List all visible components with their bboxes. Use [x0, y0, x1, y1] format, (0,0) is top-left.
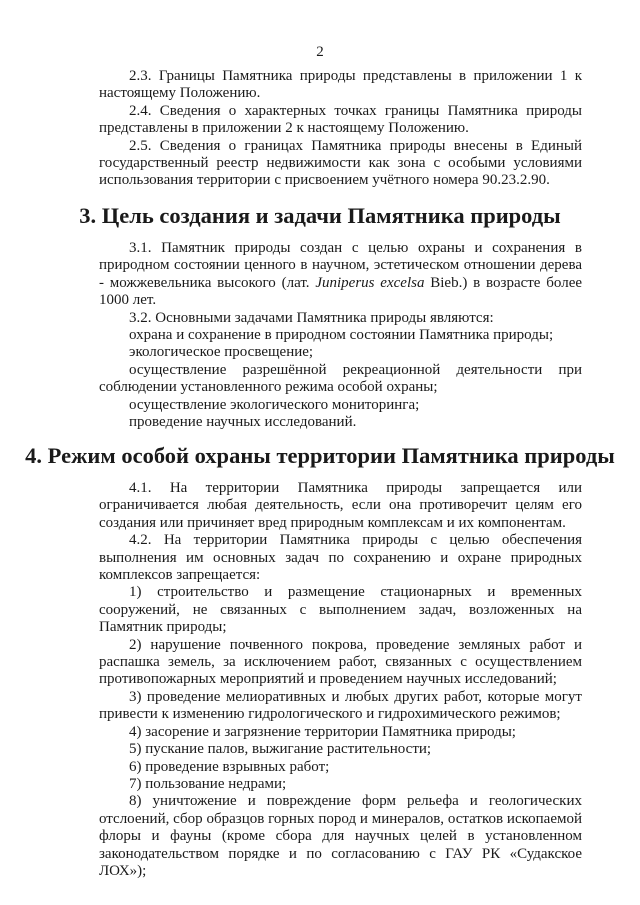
- task-item: осуществление экологического мониторинга;: [129, 396, 420, 413]
- prohibition-item-5: 5) пускание палов, выжигание растительности;: [129, 741, 432, 758]
- prohibition-item-8: 8) уничтожение и повреждение форм рельефа и геологических отслоений, сбор образцов горных пород и минералов, остатков ископаемой флоры и фауны (кроме сбора для научных целей в установленном законодательством порядке и по согласованию с ГАУ РК «Судакское ЛОХ»);: [99, 793, 582, 879]
- paragraph-3-2: 3.2. Основными задачами Памятника природы являются:: [129, 309, 494, 326]
- section-4-heading: 4. Режим особой охраны территории Памятника природы: [25, 443, 615, 468]
- paragraph-2-4: 2.4. Сведения о характерных точках границы Памятника природы представлены в приложении 2 к настоящему Положению.: [99, 102, 582, 137]
- task-item: проведение научных исследований.: [129, 414, 357, 431]
- section-3-heading: 3. Цель создания и задачи Памятника природы: [79, 203, 561, 228]
- page-number: 2: [316, 44, 324, 60]
- task-item: экологическое просвещение;: [129, 344, 314, 361]
- section-4-body: [99, 480, 582, 880]
- task-item: осуществление разрешённой рекреационной деятельности при соблюдении установленного режима особой охраны;: [99, 361, 582, 396]
- prohibition-item-2: 2) нарушение почвенного покрова, проведение земляных работ и распашка земель, за исключением работ, связанных с осуществлением противопожарных мероприятий и проведением научных исследований;: [99, 636, 582, 688]
- prohibition-item-4: 4) засорение и загрязнение территории Памятника природы;: [129, 723, 516, 740]
- prohibition-item-6: 6) проведение взрывных работ;: [129, 758, 330, 775]
- section-3-body: [99, 240, 582, 431]
- paragraph-3-1: [99, 240, 582, 310]
- paragraph-2-3: 2.3. Границы Памятника природы представлены в приложении 1 к настоящему Положению.: [99, 68, 582, 102]
- section-2-continuation: [99, 68, 582, 190]
- paragraph-3-1-text-start: 3.1. Памятник природы создан с целью охраны и сохранения в природном состоянии ценного в научном, эстетическом отношении дерева - можжевельника высокого (лат.: [99, 240, 582, 291]
- latin-species-name: Juniperus excelsa: [315, 274, 425, 291]
- paragraph-4-2: 4.2. На территории Памятника природы с целью обеспечения выполнения им основных задач по сохранению и охране природных комплексов запрещается:: [99, 532, 582, 584]
- prohibition-item-1: 1) строительство и размещение стационарных и временных сооружений, не связанных с выполнением задач, возложенных на Памятник природы;: [99, 584, 582, 636]
- paragraph-3-1-text-end: Bieb.) в возрасте более 1000 лет.: [99, 274, 583, 309]
- prohibition-item-3: 3) проведение мелиоративных и любых других работ, которые могут привести к изменению гидрологического и гидрохимического режимов;: [99, 688, 582, 723]
- paragraph-4-1: 4.1. На территории Памятника природы запрещается или ограничивается любая деятельность, если она противоречит целям его создания или причиняет вред природным комплексам и их компонентам.: [99, 480, 582, 531]
- prohibition-item-7: 7) пользование недрами;: [129, 775, 287, 792]
- task-item: охрана и сохранение в природном состоянии Памятника природы;: [129, 327, 554, 344]
- paragraph-2-5: 2.5. Сведения о границах Памятника природы внесены в Единый государственный реестр недвижимости как зона с особыми условиями использования территории с присвоением учётного номера 90.23.2.90.: [99, 137, 582, 189]
